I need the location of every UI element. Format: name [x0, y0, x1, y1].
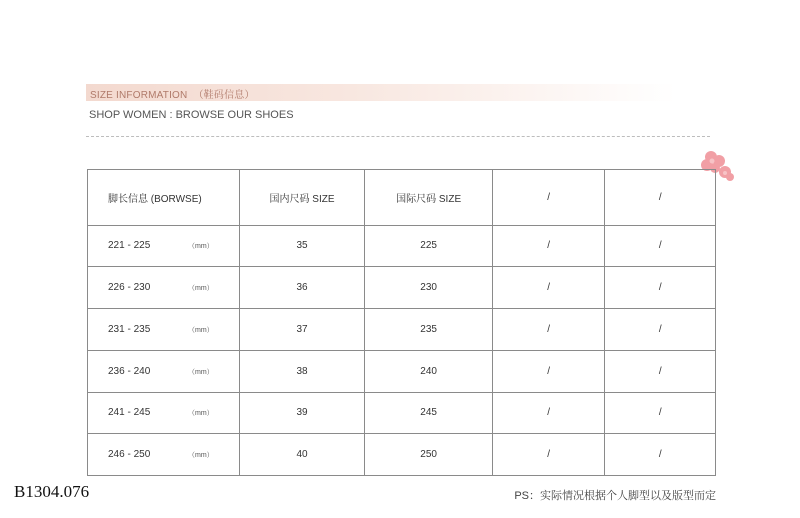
- unit-text: （mm）: [188, 243, 214, 251]
- size-table: [87, 169, 716, 476]
- table-row: [88, 267, 716, 309]
- cell-cn-size: 39: [239, 392, 365, 434]
- cell-foot-length: [88, 309, 240, 351]
- cell-foot-length: [88, 392, 240, 434]
- cell-foot-length: [88, 350, 240, 392]
- header-cell-foot-length: 脚长信息 (BORWSE): [88, 170, 240, 226]
- header-title-en: SIZE INFORMATION: [90, 90, 188, 101]
- unit-text: （mm）: [188, 452, 214, 460]
- product-code: B1304.076: [14, 482, 90, 501]
- cell-intl-size: 235: [365, 309, 493, 351]
- range-text: 241 - 245: [108, 407, 151, 419]
- header-cell-col5: /: [605, 170, 716, 226]
- table-row: [88, 309, 716, 351]
- unit-text: （mm）: [188, 326, 214, 334]
- cell-col5: /: [605, 350, 716, 392]
- subtitle: SHOP WOMEN : BROWSE OUR SHOES: [89, 109, 294, 121]
- header-title: [90, 86, 255, 101]
- cell-col4: /: [492, 225, 605, 267]
- header-title-cn: （鞋码信息）: [193, 90, 255, 101]
- table-header-row: [88, 170, 716, 226]
- unit-text: （mm）: [188, 368, 214, 376]
- cell-intl-size: 250: [365, 434, 493, 476]
- cell-cn-size: 36: [239, 267, 365, 309]
- cell-foot-length: [88, 267, 240, 309]
- table-row: [88, 350, 716, 392]
- range-text: 236 - 240: [108, 365, 151, 377]
- cell-col4: /: [492, 350, 605, 392]
- cell-col4: /: [492, 434, 605, 476]
- cell-col4: /: [492, 392, 605, 434]
- cell-foot-length: [88, 434, 240, 476]
- unit-text: （mm）: [188, 285, 214, 293]
- cell-intl-size: 240: [365, 350, 493, 392]
- unit-text: （mm）: [188, 410, 214, 418]
- table-row: [88, 225, 716, 267]
- cell-col4: /: [492, 309, 605, 351]
- cell-cn-size: 37: [239, 309, 365, 351]
- range-text: 246 - 250: [108, 449, 151, 461]
- cell-col5: /: [605, 267, 716, 309]
- cell-col5: /: [605, 225, 716, 267]
- table-row: [88, 392, 716, 434]
- header-cell-cn-size: 国内尺码 SIZE: [239, 170, 365, 226]
- range-text: 231 - 235: [108, 323, 151, 335]
- cell-intl-size: 230: [365, 267, 493, 309]
- header-cell-intl-size: 国际尺码 SIZE: [365, 170, 493, 226]
- cell-col5: /: [605, 392, 716, 434]
- range-text: 226 - 230: [108, 282, 151, 294]
- cell-intl-size: 245: [365, 392, 493, 434]
- cell-cn-size: 35: [239, 225, 365, 267]
- cell-foot-length: [88, 225, 240, 267]
- header-cell-col4: /: [492, 170, 605, 226]
- cell-cn-size: 38: [239, 350, 365, 392]
- cell-col4: /: [492, 267, 605, 309]
- cell-col5: /: [605, 434, 716, 476]
- cell-col5: /: [605, 309, 716, 351]
- dashed-divider: [86, 136, 710, 137]
- table-row: [88, 434, 716, 476]
- cell-intl-size: 225: [365, 225, 493, 267]
- range-text: 221 - 225: [108, 240, 151, 252]
- cell-cn-size: 40: [239, 434, 365, 476]
- footnote: PS：实际情况根据个人脚型以及版型而定: [514, 490, 716, 502]
